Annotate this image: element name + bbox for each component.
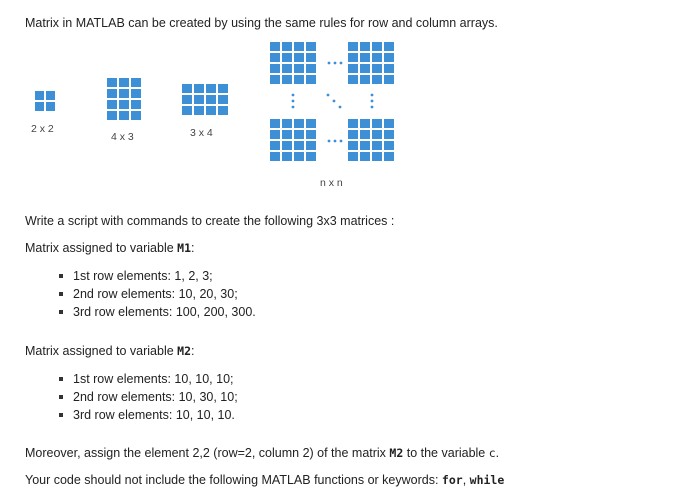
matrix-cell: [270, 141, 280, 150]
ellipsis-dot: [371, 100, 374, 103]
label-nxn: n x n: [320, 177, 343, 189]
matrix-cell: [372, 141, 382, 150]
matrix-2x2: [35, 91, 55, 111]
ellipsis-dot: [292, 94, 295, 97]
matrix-cell: [270, 75, 280, 84]
moreover-suffix: .: [495, 446, 500, 460]
matrix-cell: [119, 89, 129, 98]
matrix-cell: [384, 42, 394, 51]
matrix-cell: [348, 130, 358, 139]
intro-text: Matrix in MATLAB can be created by using the same rules for row and column arrays.: [25, 16, 498, 30]
matrix-cell: [282, 64, 292, 73]
m2-heading: [25, 343, 195, 359]
ellipsis-dot: [340, 140, 343, 143]
matrix-cell: [360, 152, 370, 161]
matrix-cell: [348, 75, 358, 84]
matrix-cell: [206, 95, 216, 104]
matrix-cell: [282, 53, 292, 62]
matrix-cell: [306, 130, 316, 139]
restriction-sep: ,: [462, 473, 470, 487]
matrix-cell: [294, 119, 304, 128]
matrix-nn-br: [348, 119, 394, 161]
matrix-cell: [206, 84, 216, 93]
matrix-cell: [206, 106, 216, 115]
matrix-cell: [119, 100, 129, 109]
matrix-cell: [282, 119, 292, 128]
m1-prefix: Matrix assigned to variable: [25, 241, 178, 255]
matrix-cell: [294, 75, 304, 84]
matrix-cell: [131, 89, 141, 98]
task-text: Write a script with commands to create the following 3x3 matrices :: [25, 214, 395, 228]
matrix-cell: [35, 102, 44, 111]
matrix-cell: [282, 141, 292, 150]
label-2x2: 2 x 2: [31, 123, 54, 135]
matrix-cell: [348, 64, 358, 73]
matrix-cell: [194, 106, 204, 115]
list-item: 2nd row elements: 10, 20, 30;: [73, 285, 256, 303]
ellipsis-dot: [334, 140, 337, 143]
matrix-cell: [294, 141, 304, 150]
matrix-cell: [306, 53, 316, 62]
ellipsis-dot: [340, 62, 343, 65]
moreover-middle: to the variable: [403, 446, 489, 460]
list-item: 1st row elements: 10, 10, 10;: [73, 370, 238, 388]
matrix-cell: [372, 130, 382, 139]
matrix-cell: [294, 42, 304, 51]
matrix-cell: [35, 91, 44, 100]
matrix-cell: [372, 75, 382, 84]
matrix-cell: [282, 130, 292, 139]
ellipsis-dot: [334, 62, 337, 65]
m2-suffix: :: [191, 344, 195, 358]
matrix-cell: [194, 95, 204, 104]
matrix-cell: [119, 78, 129, 87]
m2-var: M2: [177, 344, 192, 358]
matrix-cell: [384, 64, 394, 73]
matrix-nn-tr: [348, 42, 394, 84]
m1-var: M1: [177, 241, 192, 255]
moreover-prefix: Moreover, assign the element 2,2 (row=2, column 2) of the matrix: [25, 446, 390, 460]
matrix-nn-tl: [270, 42, 316, 84]
matrix-3x4: [182, 84, 228, 115]
moreover-var2: c: [488, 446, 496, 460]
label-4x3: 4 x 3: [111, 131, 134, 143]
matrix-cell: [360, 53, 370, 62]
moreover-text: [25, 445, 499, 461]
matrix-cell: [270, 42, 280, 51]
m2-prefix: Matrix assigned to variable: [25, 344, 178, 358]
matrix-cell: [294, 53, 304, 62]
m1-suffix: :: [191, 241, 195, 255]
matrix-cell: [384, 152, 394, 161]
matrix-cell: [182, 84, 192, 93]
matrix-cell: [131, 100, 141, 109]
matrix-cell: [360, 141, 370, 150]
matrix-cell: [372, 42, 382, 51]
matrix-cell: [306, 64, 316, 73]
matrix-cell: [348, 141, 358, 150]
list-item: 3rd row elements: 10, 10, 10.: [73, 406, 238, 424]
m1-list: [73, 267, 256, 321]
matrix-cell: [182, 106, 192, 115]
matrix-cell: [182, 95, 192, 104]
matrix-cell: [282, 42, 292, 51]
matrix-cell: [372, 119, 382, 128]
m2-list: [73, 370, 238, 424]
ellipsis-dot: [328, 140, 331, 143]
matrix-cell: [107, 78, 117, 87]
label-3x4: 3 x 4: [190, 127, 213, 139]
matrix-cell: [306, 119, 316, 128]
matrix-cell: [270, 64, 280, 73]
matrix-cell: [348, 119, 358, 128]
matrix-cell: [306, 141, 316, 150]
matrix-cell: [384, 119, 394, 128]
matrix-cell: [294, 152, 304, 161]
matrix-cell: [384, 141, 394, 150]
ellipsis-dot: [333, 100, 336, 103]
m1-heading: [25, 240, 195, 256]
keyword-for: for: [441, 473, 463, 487]
ellipsis-dot: [292, 100, 295, 103]
matrix-cell: [306, 75, 316, 84]
keyword-while: while: [469, 473, 505, 487]
matrix-cell: [294, 64, 304, 73]
ellipsis-dot: [292, 106, 295, 109]
ellipsis-dot: [371, 94, 374, 97]
matrix-cell: [194, 84, 204, 93]
matrix-cell: [348, 152, 358, 161]
matrix-cell: [348, 42, 358, 51]
matrix-cell: [131, 78, 141, 87]
matrix-cell: [372, 53, 382, 62]
matrix-cell: [270, 119, 280, 128]
matrix-cell: [282, 75, 292, 84]
matrix-cell: [306, 42, 316, 51]
matrix-cell: [119, 111, 129, 120]
matrix-cell: [360, 119, 370, 128]
matrix-cell: [270, 130, 280, 139]
matrix-nn-bl: [270, 119, 316, 161]
matrix-cell: [384, 130, 394, 139]
matrix-cell: [384, 53, 394, 62]
matrix-cell: [360, 75, 370, 84]
ellipsis-dot: [328, 62, 331, 65]
matrix-cell: [218, 95, 228, 104]
restriction-prefix: Your code should not include the following MATLAB functions or keywords:: [25, 473, 442, 487]
matrix-cell: [372, 152, 382, 161]
matrix-cell: [306, 152, 316, 161]
matrix-cell: [270, 53, 280, 62]
matrix-4x3: [107, 78, 141, 120]
matrix-illustration: [0, 0, 700, 200]
matrix-cell: [46, 102, 55, 111]
list-item: 1st row elements: 1, 2, 3;: [73, 267, 256, 285]
matrix-cell: [107, 111, 117, 120]
matrix-cell: [270, 152, 280, 161]
list-item: 2nd row elements: 10, 30, 10;: [73, 390, 238, 404]
matrix-cell: [360, 130, 370, 139]
list-item: 3rd row elements: 100, 200, 300.: [73, 305, 256, 319]
matrix-cell: [218, 84, 228, 93]
matrix-cell: [131, 111, 141, 120]
matrix-cell: [348, 53, 358, 62]
matrix-cell: [372, 64, 382, 73]
ellipsis-dot: [339, 106, 342, 109]
matrix-cell: [107, 100, 117, 109]
matrix-cell: [218, 106, 228, 115]
ellipsis-dot: [327, 94, 330, 97]
restriction-text: [25, 472, 504, 488]
matrix-cell: [360, 64, 370, 73]
moreover-var: M2: [389, 446, 404, 460]
matrix-cell: [360, 42, 370, 51]
matrix-cell: [282, 152, 292, 161]
matrix-cell: [384, 75, 394, 84]
matrix-cell: [46, 91, 55, 100]
ellipsis-dot: [371, 106, 374, 109]
matrix-cell: [294, 130, 304, 139]
matrix-cell: [107, 89, 117, 98]
